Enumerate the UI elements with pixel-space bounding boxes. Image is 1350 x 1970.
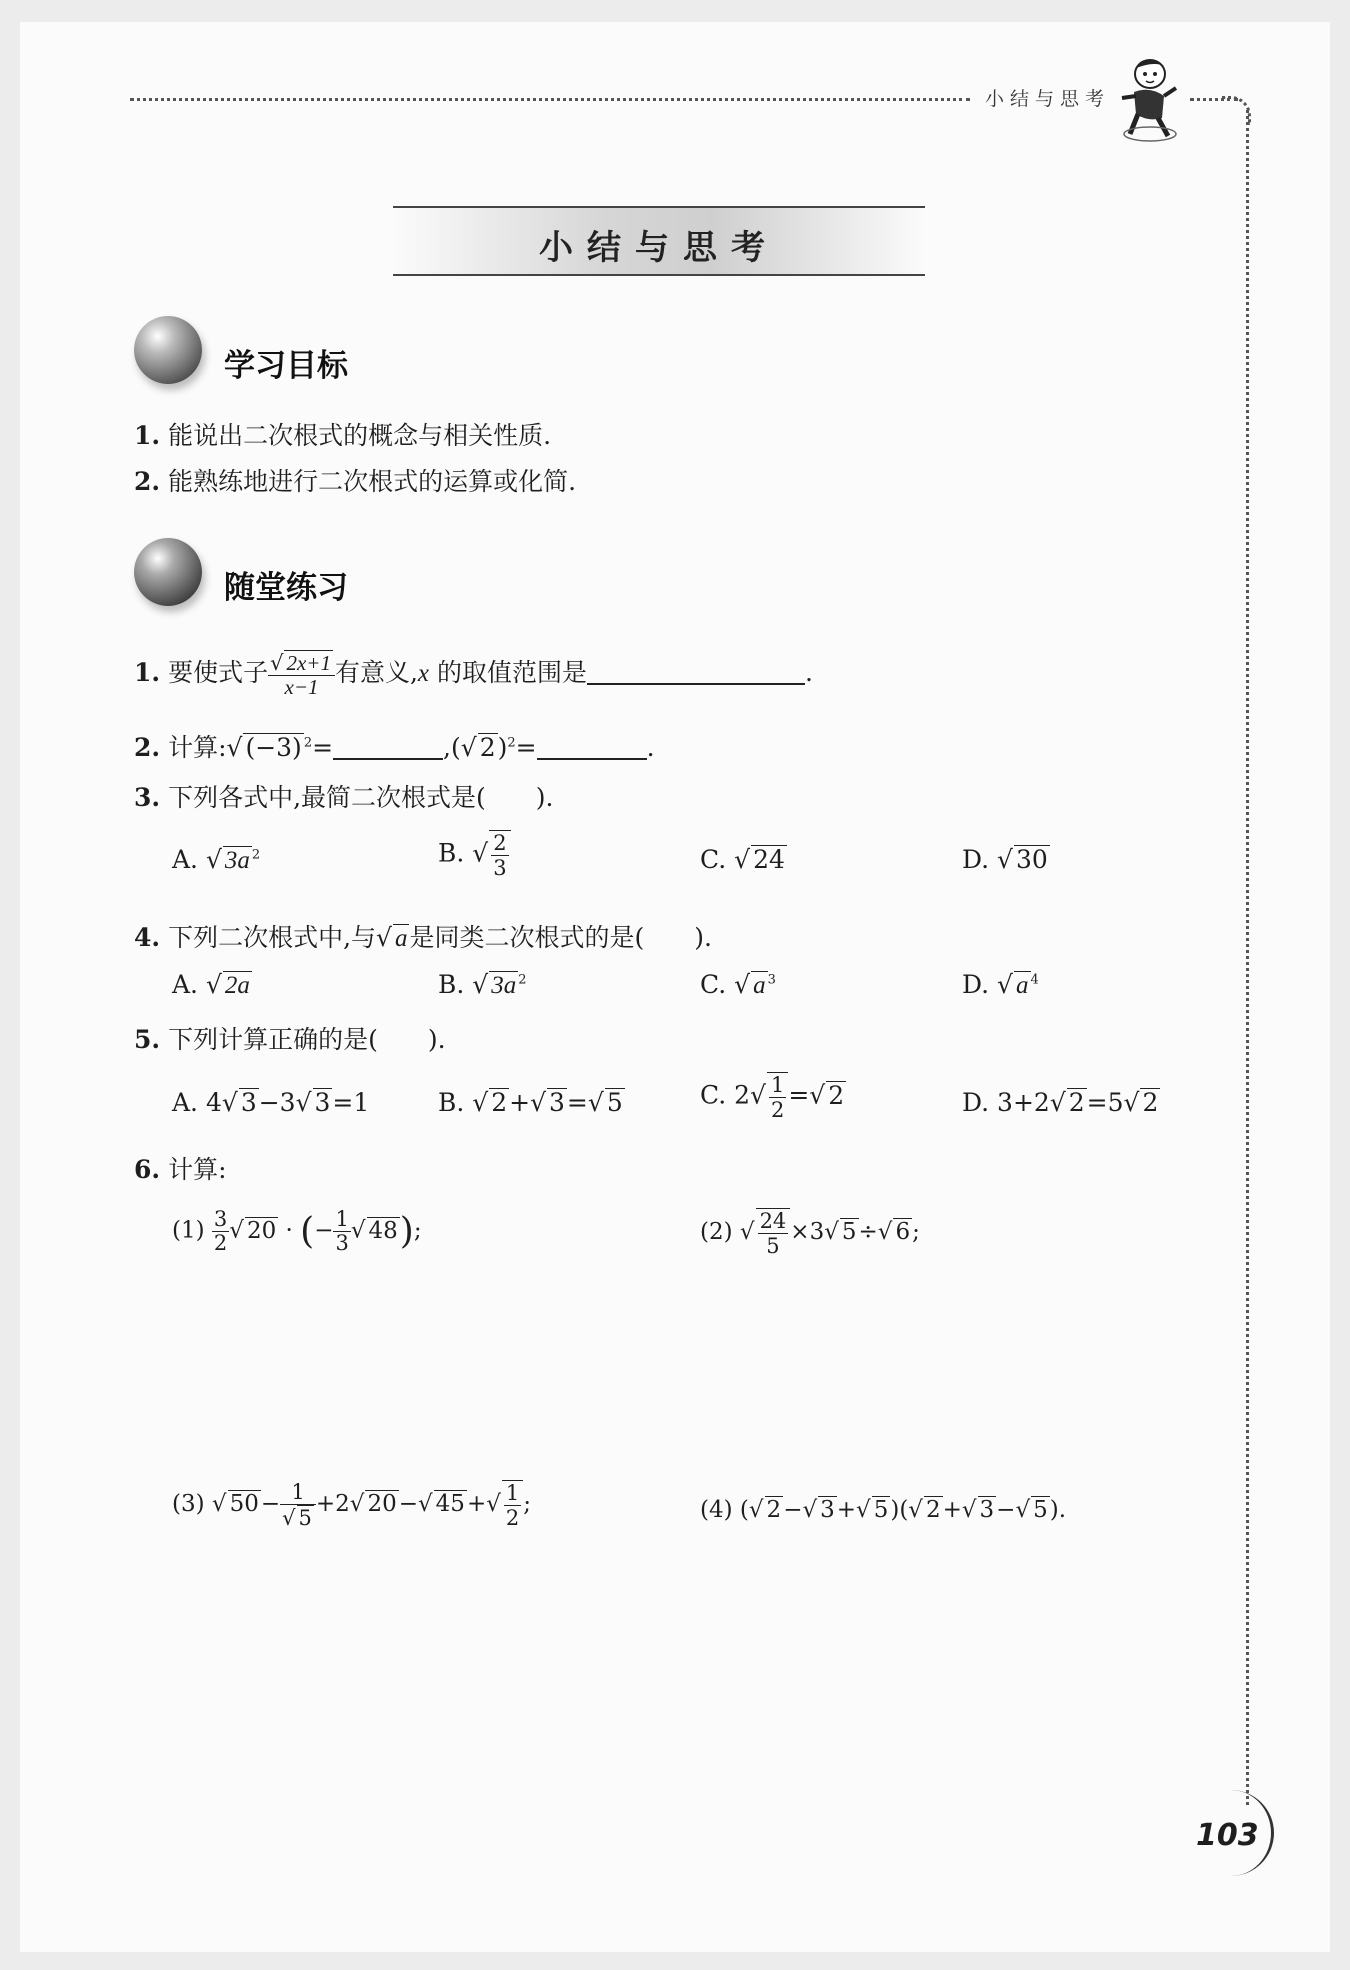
question-1: 1. 要使式子 $\frac{√ 2x+1}{x-1}$ 有意义,x 的取值范围是 . xyxy=(134,651,813,700)
option-d[interactable]: D. √ a $^4$ xyxy=(962,970,1039,999)
question-5: 5. 下列计算正确的是( ). xyxy=(134,1025,446,1054)
goal-item: 2. 能熟练地进行二次根式的运算或化简. xyxy=(134,467,577,496)
option-b[interactable]: B. √ $\frac{2}{3}$ xyxy=(438,830,511,880)
question-2: 2. 计算:√ (−3) $^2$= ,(√ 2)$^2$= . xyxy=(134,733,655,762)
option-a[interactable]: A. √ 2a xyxy=(172,970,250,999)
question-4: 4. 下列二次根式中,与√ a是同类二次根式的是( ). xyxy=(134,923,712,952)
answer-blank[interactable] xyxy=(333,732,443,760)
mascot-icon xyxy=(1112,52,1184,144)
option-a[interactable]: A. √ 3a $^2$ xyxy=(172,845,261,874)
answer-blank[interactable] xyxy=(587,657,805,685)
page-number: 103 xyxy=(1196,1818,1259,1853)
sub-question-2: (2) √ $\frac{24}{5}$ ×3√ 5÷√ 6; xyxy=(700,1209,920,1259)
goal-item: 1. 能说出二次根式的概念与相关性质. xyxy=(134,421,552,450)
page-title: 小结与思考 xyxy=(539,228,779,268)
title-banner xyxy=(393,206,925,276)
answer-blank[interactable] xyxy=(537,732,647,760)
sub-question-4: (4) (√ 2−√ 3+√ 5)(√ 2+√ 3−√ 5). xyxy=(700,1497,1067,1523)
sphere-icon xyxy=(134,316,202,384)
right-dotted-rule xyxy=(1246,110,1249,1805)
option-c[interactable]: C. 2√ $\frac{1}{2}$ =√ 2 xyxy=(700,1073,845,1123)
question-3: 3. 下列各式中,最简二次根式是( ). xyxy=(134,783,554,812)
running-title: 小结与思考 xyxy=(985,88,1111,110)
header-dotted-rule xyxy=(130,98,970,101)
sub-question-1: (1) $\frac{3}{2}$ √ 20 · (− $\frac{1}{3}$ √ 48); xyxy=(172,1207,422,1256)
globe-icon xyxy=(134,538,202,606)
goals-heading: 学习目标 xyxy=(224,348,348,384)
option-a[interactable]: A. 4√ 3−3√ 3=1 xyxy=(172,1088,370,1117)
option-c[interactable]: C. √ 24 xyxy=(700,845,785,874)
option-c[interactable]: C. √ a $^3$ xyxy=(700,970,776,999)
question-6: 6. 计算: xyxy=(134,1155,227,1184)
option-b[interactable]: B. √ 2+√ 3=√ 5 xyxy=(438,1088,623,1117)
sub-question-3: (3) √ 50− $\frac{1}{√ 5}$ +2√ 20−√ 45+√ $\frac{1}{2}$ ; xyxy=(172,1479,532,1531)
option-d[interactable]: D. 3+2√ 2=5√ 2 xyxy=(962,1088,1159,1117)
practice-heading: 随堂练习 xyxy=(224,570,348,606)
fraction: $\frac{√ 2x+1}{x-1}$ xyxy=(268,650,335,699)
option-b[interactable]: B. √ 3a $^2$ xyxy=(438,970,527,999)
option-d[interactable]: D. √ 30 xyxy=(962,845,1048,874)
